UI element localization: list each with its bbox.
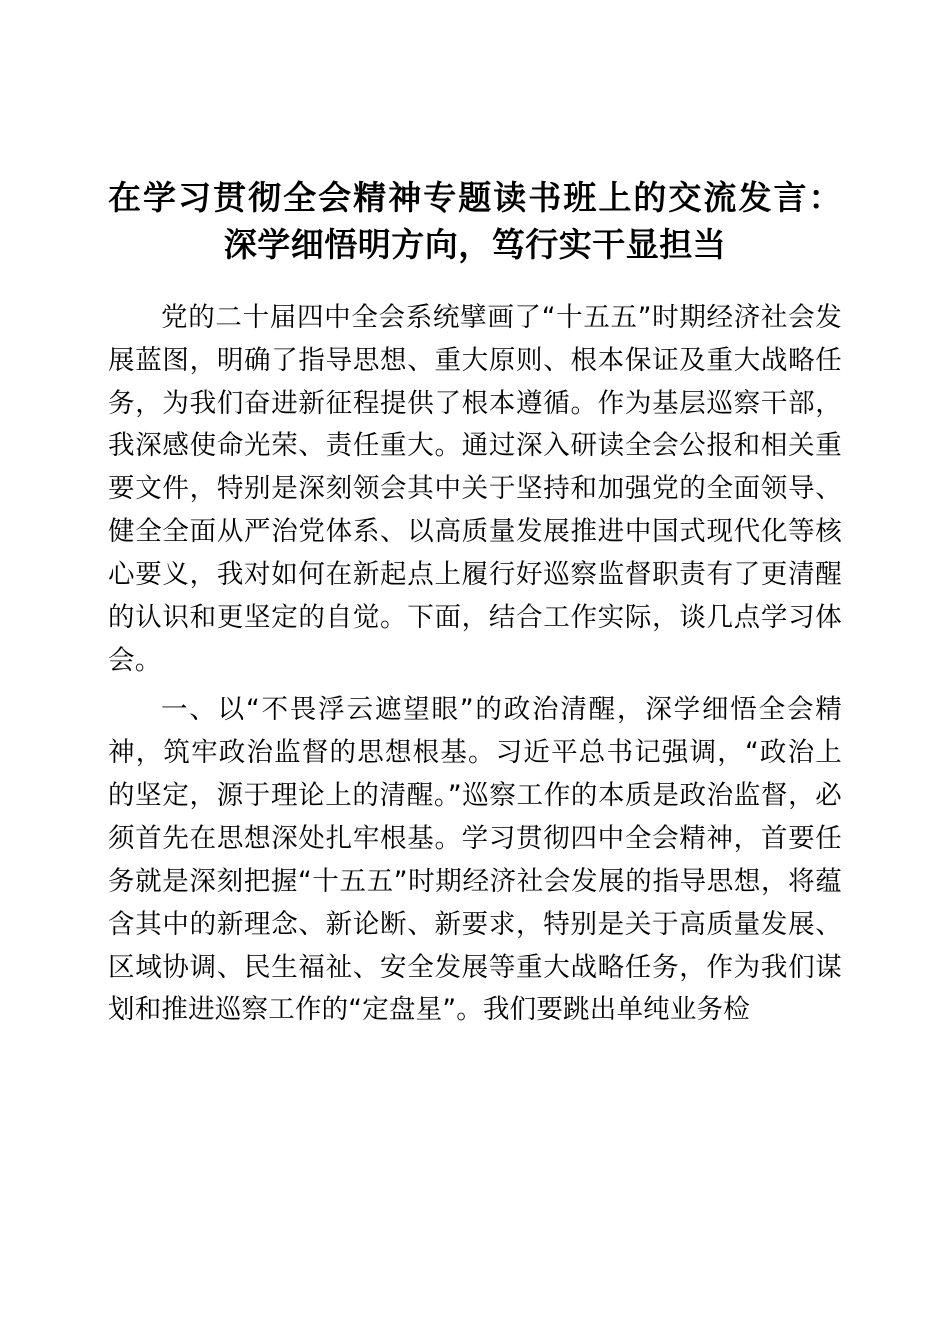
paragraph-1: 党的二十届四中全会系统擘画了“十五五”时期经济社会发展蓝图，明确了指导思想、重大原则、根本保证及重大战略任务，为我们奋进新征程提供了根本遵循。作为基层巡察干部，我深感使命光荣、责任重大。通过深入研读全会公报和相关重要文件，特别是深刻领会其中关于坚持和加强党的全面领导、健全全面从严治党体系、以高质量发展推进中国式现代化等核心要义，我对如何在新起点上履行好巡察监督职责有了更清醒的认识和更坚定的自觉。下面，结合工作实际，谈几点学习体会。: [108, 301, 842, 677]
paragraph-2: 一、以“不畏浮云遮望眼”的政治清醒，深学细悟全会精神，筑牢政治监督的思想根基。习近平总书记强调，“政治上的坚定，源于理论上的清醒。”巡察工作的本质是政治监督，必须首先在思想深处扎牢根基。学习贯彻四中全会精神，首要任务就是深刻把握“十五五”时期经济社会发展的指导思想，将蕴含其中的新理念、新论断、新要求，特别是关于高质量发展、区域协调、民生福祉、安全发展等重大战略任务，作为我们谋划和推进巡察工作的“定盘星”。我们要跳出单纯业务检: [108, 694, 842, 1026]
page-title: 在学习贯彻全会精神专题读书班上的交流发言：深学细悟明方向，笃行实干显担当: [108, 178, 842, 264]
